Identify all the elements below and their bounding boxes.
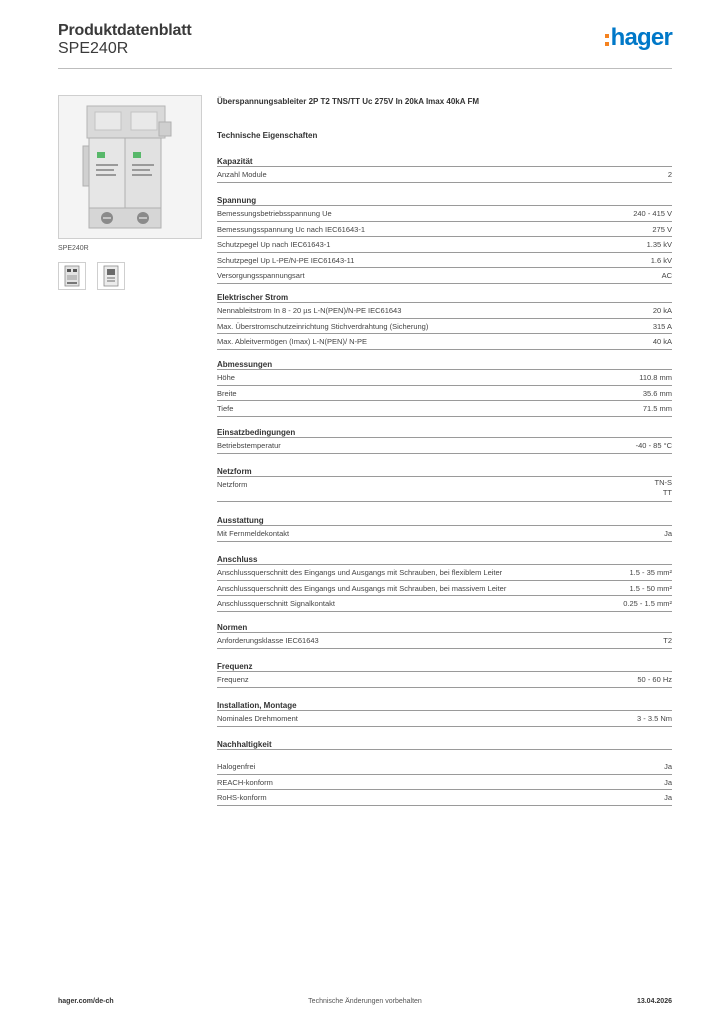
spec-label: Tiefe — [217, 404, 234, 413]
spec-value: 35.6 mm — [642, 388, 672, 398]
section-title: Elektrischer Strom — [217, 292, 672, 303]
logo-text: hager — [610, 24, 672, 51]
spec-label: Anschlussquerschnitt des Eingangs und Ausgangs mit Schrauben, bei flexiblem Leiter — [217, 568, 503, 577]
spec-value: Ja — [664, 777, 672, 787]
section-spannung — [217, 195, 672, 284]
product-description: Überspannungsableiter 2P T2 TNS/TT Uc 275V In 20kA Imax 40kA FM — [217, 97, 480, 106]
spec-row — [217, 790, 672, 806]
spec-label: Anzahl Module — [217, 170, 267, 179]
section-title: Abmessungen — [217, 359, 672, 370]
spec-label: Halogenfrei — [217, 762, 256, 771]
spec-label: Schutzpegel Up nach IEC61643-1 — [217, 240, 331, 249]
spec-row — [217, 581, 672, 597]
spec-row — [217, 438, 672, 454]
spec-row — [217, 526, 672, 542]
section-nachhaltigkeit — [217, 739, 672, 806]
spec-label: REACH-konform — [217, 777, 273, 787]
section-title: Normen — [217, 622, 672, 633]
spec-label: Betriebstemperatur — [217, 441, 281, 450]
footer-website-link[interactable]: hager.com/de-ch — [58, 998, 114, 1005]
spec-row — [217, 596, 672, 612]
section-normen — [217, 622, 672, 649]
page-header — [58, 20, 672, 69]
spec-row — [217, 565, 672, 581]
spec-row — [217, 253, 672, 269]
spec-value: 20 kA — [652, 306, 672, 315]
hager-logo — [605, 25, 672, 51]
product-image-caption: SPE240R — [58, 245, 89, 252]
spec-value: 1.35 kV — [646, 240, 672, 249]
spec-value: 1.5 - 50 mm² — [629, 583, 672, 593]
spec-label: Anschlussquerschnitt Signalkontakt — [217, 599, 335, 608]
spec-value: 315 A — [652, 321, 672, 331]
section-title: Ausstattung — [217, 515, 672, 526]
spec-row — [217, 386, 672, 402]
spec-value: T2 — [663, 636, 672, 645]
spec-row — [217, 237, 672, 253]
section-kapazitaet — [217, 156, 672, 183]
spec-row — [217, 370, 672, 386]
section-netzform — [217, 466, 672, 502]
spec-row — [217, 167, 672, 183]
product-reference: SPE240R — [58, 40, 129, 57]
footer-date: 13.04.2026 — [636, 998, 672, 1005]
spec-label: Netzform — [217, 480, 248, 489]
section-einsatzbedingungen — [217, 427, 672, 454]
spec-value: AC — [661, 271, 672, 280]
spec-value: 110.8 mm — [639, 373, 672, 382]
section-title: Anschluss — [217, 554, 672, 565]
spec-row — [217, 672, 672, 688]
section-title: Netzform — [217, 466, 672, 477]
product-image — [58, 95, 202, 239]
spec-row — [217, 334, 672, 350]
spec-value: 3 - 3.5 Nm — [636, 714, 672, 723]
spec-row — [217, 303, 672, 319]
spec-row — [217, 759, 672, 775]
section-title: Einsatzbedingungen — [217, 427, 672, 438]
spec-label: Versorgungsspannungsart — [217, 271, 305, 280]
spec-label: Schutzpegel Up L-PE/N-PE IEC61643-11 — [217, 255, 355, 265]
section-installation-montage — [217, 700, 672, 727]
spec-value: Ja — [664, 793, 672, 802]
section-title: Installation, Montage — [217, 700, 672, 711]
thumbnail-diagram-icon — [98, 263, 124, 289]
section-frequenz — [217, 661, 672, 688]
section-title: Frequenz — [217, 661, 672, 672]
section-title: Nachhaltigkeit — [217, 739, 672, 750]
spec-label: Anschlussquerschnitt des Eingangs und Ausgangs mit Schrauben, bei massivem Leiter — [217, 583, 507, 593]
section-title: Kapazität — [217, 156, 672, 167]
section-anschluss — [217, 554, 672, 612]
spec-value: 1.6 kV — [650, 255, 672, 265]
spec-row — [217, 401, 672, 417]
spec-value: 1.5 - 35 mm² — [629, 568, 672, 577]
spec-label: Höhe — [217, 373, 235, 382]
document-title: Produktdatenblatt — [58, 22, 192, 39]
spec-label: Nennableitstrom In 8 - 20 µs L-N(PEN)/N-PE IEC61643 — [217, 306, 402, 315]
section-elektrischer-strom — [217, 292, 672, 350]
spec-label: Max. Ableitvermögen (Imax) L-N(PEN)/ N-PE — [217, 337, 368, 346]
page-footer — [58, 998, 672, 1010]
logo-dots-icon — [605, 34, 609, 46]
section-abmessungen — [217, 359, 672, 417]
thumbnail-front[interactable] — [58, 262, 86, 290]
spec-label: Frequenz — [217, 675, 249, 684]
spec-label: Bemessungsspannung Uc nach IEC61643-1 — [217, 224, 366, 234]
spec-row — [217, 711, 672, 727]
spec-label: Anforderungsklasse IEC61643 — [217, 636, 319, 645]
technical-properties-heading: Technische Eigenschaften — [217, 131, 318, 140]
spec-value: Ja — [664, 762, 672, 771]
spec-label: Bemessungsbetriebsspannung Ue — [217, 209, 332, 218]
spec-label: Nominales Drehmoment — [217, 714, 298, 723]
spec-label: Mit Fernmeldekontakt — [217, 529, 290, 538]
thumbnail-diagram[interactable] — [97, 262, 125, 290]
spec-value: 50 - 60 Hz — [637, 675, 672, 684]
spec-row — [217, 633, 672, 649]
spec-label: RoHS-konform — [217, 793, 267, 802]
spec-value-line: TT — [662, 488, 672, 497]
spec-value: Ja — [664, 529, 672, 538]
section-ausstattung — [217, 515, 672, 542]
spec-value: -40 - 85 °C — [635, 441, 672, 450]
thumbnail-front-icon — [59, 263, 85, 289]
spec-value-line: TN-S — [654, 478, 672, 487]
spec-row — [217, 775, 672, 791]
spec-value: 40 kA — [652, 337, 672, 346]
section-title: Spannung — [217, 195, 672, 206]
footer-notice: Technische Änderungen vorbehalten — [308, 998, 422, 1005]
spec-row — [217, 222, 672, 238]
spec-value: 71.5 mm — [642, 404, 672, 413]
spec-value: 240 - 415 V — [633, 209, 672, 218]
spec-row — [217, 477, 672, 502]
spec-value: 0.25 - 1.5 mm² — [623, 599, 672, 608]
spec-value: 275 V — [652, 224, 672, 234]
spec-value: 2 — [667, 170, 672, 179]
spec-value — [655, 478, 673, 501]
spec-row — [217, 319, 672, 335]
spec-label: Breite — [217, 388, 237, 398]
spec-label: Max. Überstromschutzeinrichtung Stichverdrahtung (Sicherung) — [217, 321, 429, 331]
spec-row — [217, 206, 672, 222]
spec-row — [217, 268, 672, 284]
surge-arrester-illustration — [59, 96, 201, 238]
